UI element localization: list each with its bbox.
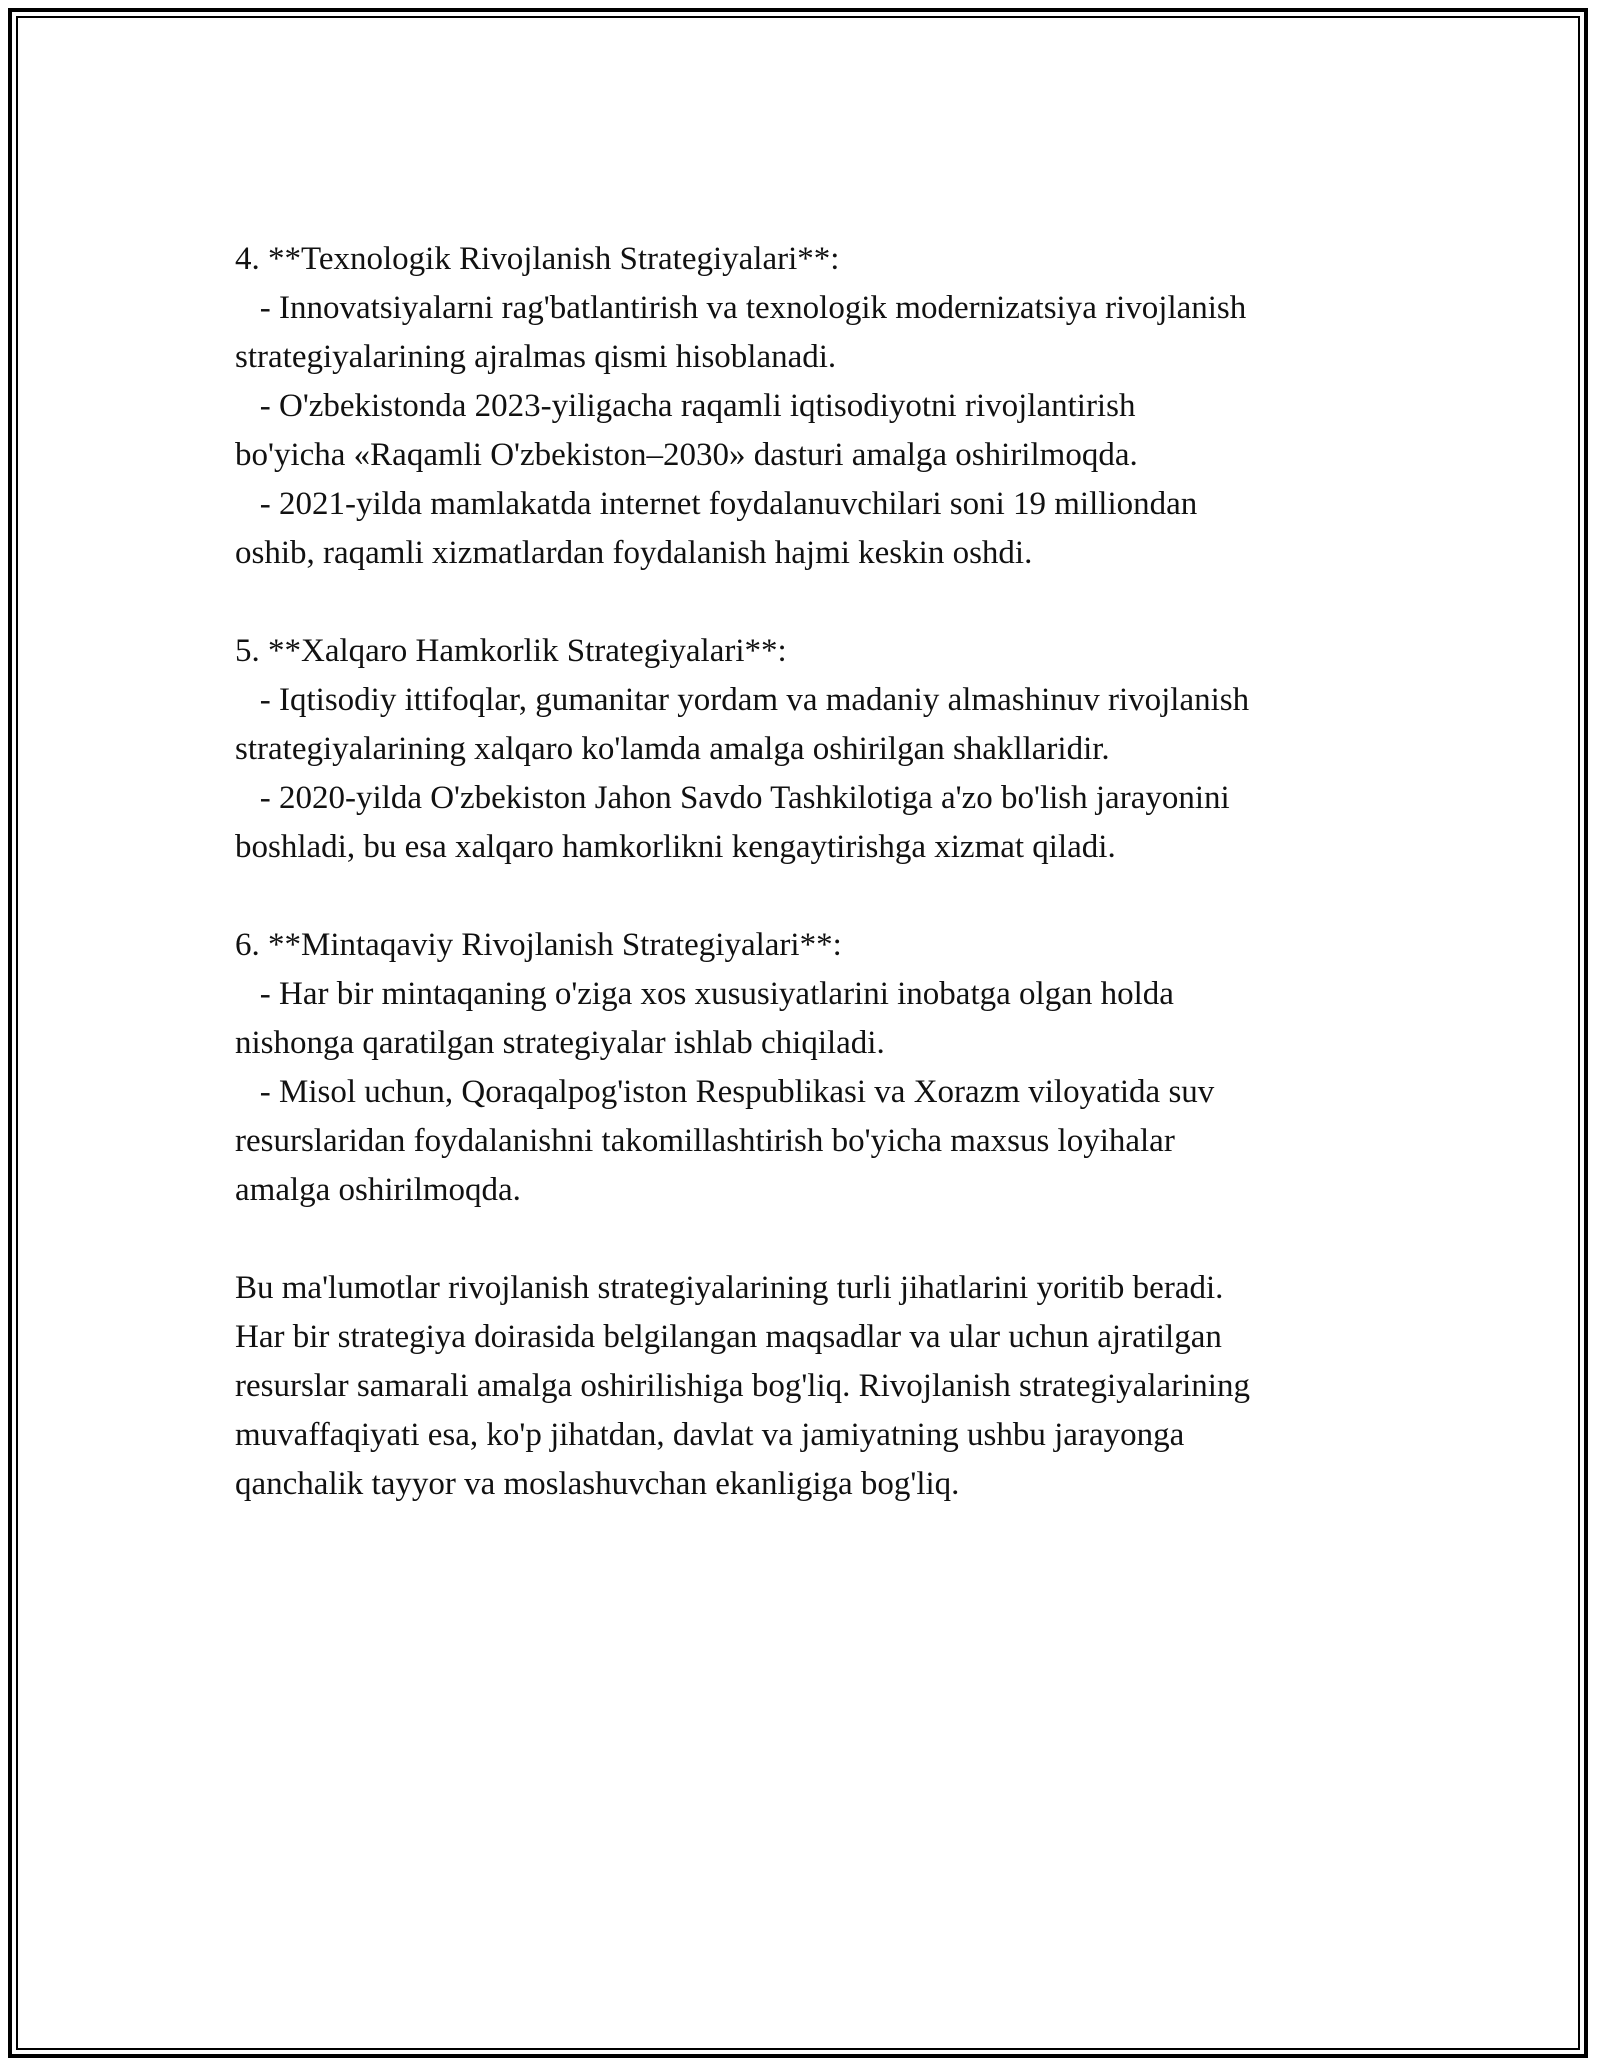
line: resurslaridan foydalanishni takomillashtirish bo'yicha maxsus loyihalar [235, 1123, 1175, 1159]
list-item [235, 382, 1395, 480]
line: - 2020-yilda O'zbekiston Jahon Savdo Tashkilotiga a'zo bo'lish jarayonini [235, 780, 1230, 816]
section-regional [235, 921, 1395, 1215]
line: Bu ma'lumotlar rivojlanish strategiyalarining turli jihatlarini yoritib beradi. [235, 1270, 1224, 1306]
line: muvaffaqiyati esa, ko'p jihatdan, davlat va jamiyatning ushbu jarayonga [235, 1417, 1185, 1453]
section-technology [235, 235, 1395, 578]
section-heading: 6. **Mintaqaviy Rivojlanish Strategiyalari**: [235, 927, 842, 963]
line: - Innovatsiyalarni rag'batlantirish va texnologik modernizatsiya rivojlanish [235, 290, 1247, 326]
line: qanchalik tayyor va moslashuvchan ekanligiga bog'liq. [235, 1466, 960, 1502]
line: amalga oshirilmoqda. [235, 1172, 521, 1208]
line: - 2021-yilda mamlakatda internet foydalanuvchilari soni 19 milliondan [235, 486, 1198, 522]
line: strategiyalarining ajralmas qismi hisoblanadi. [235, 339, 837, 375]
line: boshladi, bu esa xalqaro hamkorlikni kengaytirishga xizmat qiladi. [235, 829, 1116, 865]
list-item [235, 970, 1395, 1068]
line: - O'zbekistonda 2023-yiligacha raqamli iqtisodiyotni rivojlantirish [235, 388, 1136, 424]
line: strategiyalarining xalqaro ko'lamda amalga oshirilgan shakllaridir. [235, 731, 1110, 767]
section-heading: 4. **Texnologik Rivojlanish Strategiyalari**: [235, 241, 840, 277]
list-item [235, 676, 1395, 774]
line: oshib, raqamli xizmatlardan foydalanish hajmi keskin oshdi. [235, 535, 1033, 571]
closing-paragraph [235, 1264, 1395, 1509]
line: nishonga qaratilgan strategiyalar ishlab chiqiladi. [235, 1025, 885, 1061]
line: resurslar samarali amalga oshirilishiga bog'liq. Rivojlanish strategiyalarining [235, 1368, 1250, 1404]
section-heading: 5. **Xalqaro Hamkorlik Strategiyalari**: [235, 633, 787, 669]
list-item [235, 284, 1395, 382]
list-item [235, 774, 1395, 872]
list-item [235, 480, 1395, 578]
document-body [235, 235, 1395, 1509]
line: Har bir strategiya doirasida belgilangan maqsadlar va ular uchun ajratilgan [235, 1319, 1222, 1355]
line: - Misol uchun, Qoraqalpog'iston Respublikasi va Xorazm viloyatida suv [235, 1074, 1215, 1110]
line: - Iqtisodiy ittifoqlar, gumanitar yordam va madaniy almashinuv rivojlanish [235, 682, 1250, 718]
line: - Har bir mintaqaning o'ziga xos xususiyatlarini inobatga olgan holda [235, 976, 1174, 1012]
list-item [235, 1068, 1395, 1215]
line: bo'yicha «Raqamli O'zbekiston–2030» dasturi amalga oshirilmoqda. [235, 437, 1138, 473]
section-international [235, 627, 1395, 872]
